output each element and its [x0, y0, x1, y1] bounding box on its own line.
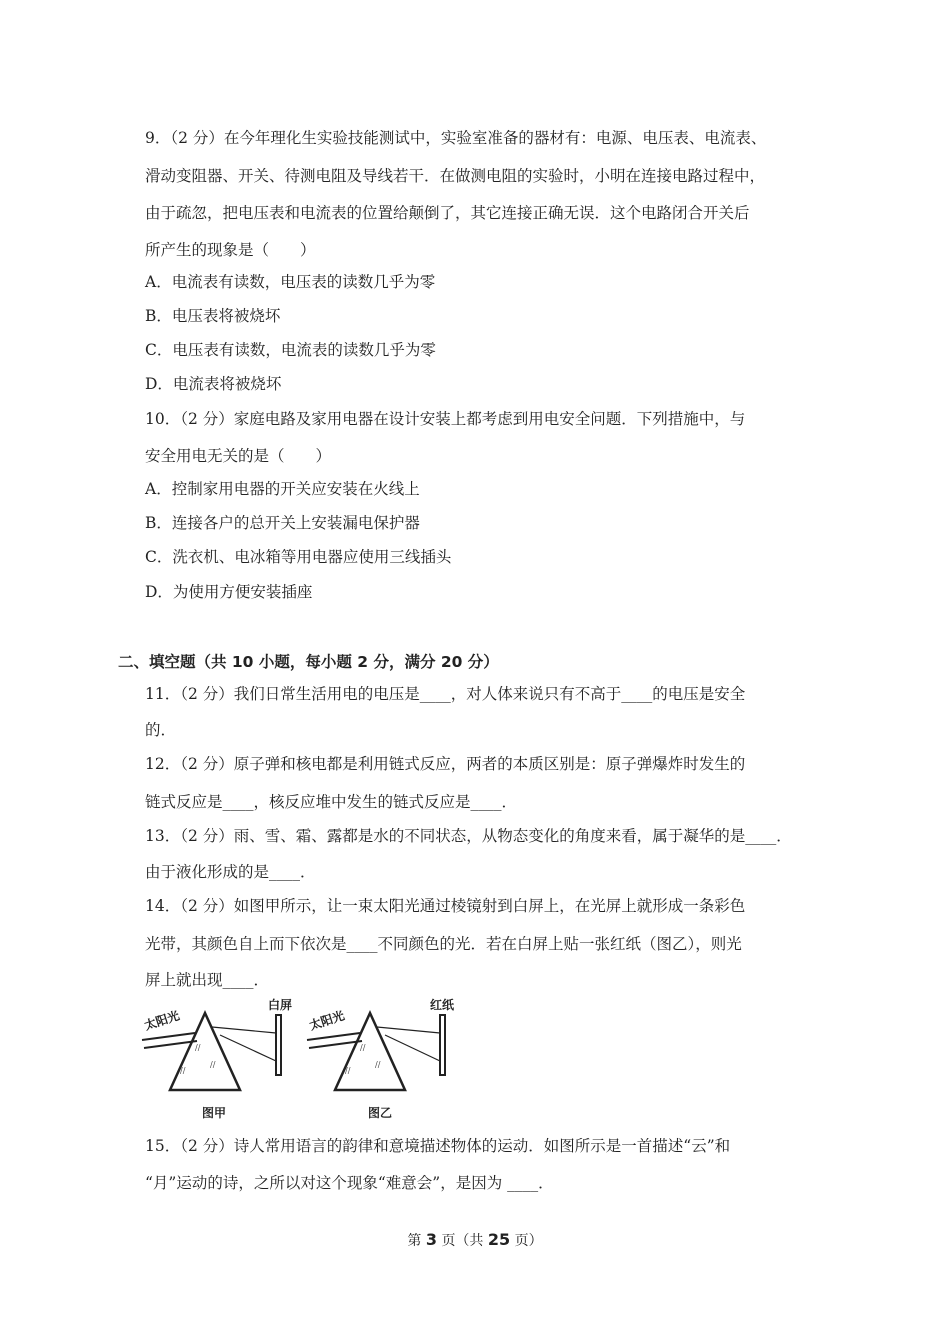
q10-option-c: C．洗衣机、电冰箱等用电器应使用三线插头: [145, 548, 452, 566]
red-paper-icon: [440, 1015, 445, 1075]
footer-prefix: 第: [407, 1233, 422, 1249]
refracted-ray-bottom: [385, 1035, 440, 1061]
page-footer: [0, 1230, 950, 1250]
prism-icon: [335, 1013, 405, 1090]
q9-line4: 所产生的现象是（ ）: [145, 241, 316, 259]
q10-option-a: A．控制家用电器的开关应安装在火线上: [145, 480, 420, 498]
svg-text://: //: [180, 1066, 186, 1075]
q12-line2: 链式反应是____，核反应堆中发生的链式反应是____．: [145, 793, 518, 811]
figure-left: [142, 997, 292, 1120]
prism-icon: [170, 1013, 240, 1090]
q10-option-d: D．为使用方便安装插座: [145, 583, 313, 601]
q11-line1: 11．（2 分）我们日常生活用电的电压是____，对人体来说只有不高于____的电压是安全: [145, 685, 746, 703]
q14-line2: 光带，其颜色自上而下依次是____不同颜色的光．若在白屏上贴一张红纸（图乙），则光: [145, 935, 742, 953]
right-screen-label: 红纸: [430, 998, 455, 1012]
q10-line1: 10．（2 分）家庭电路及家用电器在设计安装上都考虑到用电安全问题．下列措施中，与: [145, 410, 746, 428]
q14-line3: 屏上就出现____．: [145, 971, 270, 989]
svg-text://: //: [360, 1043, 366, 1052]
refracted-ray-top: [377, 1027, 440, 1033]
section-heading: 二、填空题（共 10 小题，每小题 2 分，满分 20 分）: [118, 653, 499, 671]
q15-line1: 15．（2 分）诗人常用语言的韵律和意境描述物体的运动．如图所示是一首描述“云”和: [145, 1137, 731, 1155]
left-light-label: 太阳光: [142, 1008, 182, 1033]
footer-page-number: 3: [425, 1230, 437, 1249]
figure-right: [307, 997, 455, 1120]
right-caption: 图乙: [368, 1106, 393, 1120]
q9-option-d: D．电流表将被烧坏: [145, 375, 282, 393]
q15-line2: “月”运动的诗，之所以对这个现象“难意会”，是因为 ____．: [145, 1174, 554, 1192]
refracted-ray-top: [212, 1027, 276, 1033]
svg-text://: //: [195, 1043, 201, 1052]
light-beam-upper: [307, 1033, 360, 1040]
svg-text://: //: [210, 1060, 216, 1069]
footer-middle: 页（共: [441, 1233, 484, 1249]
q11-line2: 的．: [145, 721, 177, 739]
left-screen-label: 白屏: [268, 998, 293, 1012]
svg-text://: //: [375, 1060, 381, 1069]
footer-suffix: 页）: [514, 1233, 543, 1249]
q9-option-b: B．电压表将被烧坏: [145, 307, 281, 325]
q10-line2: 安全用电无关的是（ ）: [145, 447, 332, 465]
q9-line2: 滑动变阻器、开关、待测电阻及导线若干．在做测电阻的实验时，小明在连接电路过程中，: [145, 167, 766, 185]
q10-option-b: B．连接各户的总开关上安装漏电保护器: [145, 514, 420, 532]
white-screen-icon: [276, 1015, 281, 1075]
light-beam-upper: [142, 1033, 195, 1040]
q14-line1: 14．（2 分）如图甲所示，让一束太阳光通过棱镜射到白屏上，在光屏上就形成一条彩色: [145, 897, 746, 915]
left-caption: 图甲: [202, 1106, 227, 1120]
q9-line3: 由于疏忽，把电压表和电流表的位置给颠倒了，其它连接正确无误．这个电路闭合开关后: [145, 204, 750, 222]
q9-line1: 9．（2 分）在今年理化生实验技能测试中，实验室准备的器材有：电源、电压表、电流表、: [145, 129, 767, 147]
svg-text://: //: [345, 1066, 351, 1075]
prism-figure: [140, 995, 470, 1125]
q12-line1: 12．（2 分）原子弹和核电都是利用链式反应，两者的本质区别是：原子弹爆炸时发生的: [145, 755, 746, 773]
refracted-ray-bottom: [220, 1035, 276, 1061]
right-light-label: 太阳光: [307, 1008, 347, 1033]
q9-option-a: A．电流表有读数，电压表的读数几乎为零: [145, 273, 436, 291]
q13-line2: 由于液化形成的是____．: [145, 863, 316, 881]
footer-total-pages: 25: [487, 1230, 511, 1249]
q13-line1: 13．（2 分）雨、雪、霜、露都是水的不同状态，从物态变化的角度来看，属于凝华的是____．: [145, 827, 792, 845]
q9-option-c: C．电压表有读数，电流表的读数几乎为零: [145, 341, 436, 359]
